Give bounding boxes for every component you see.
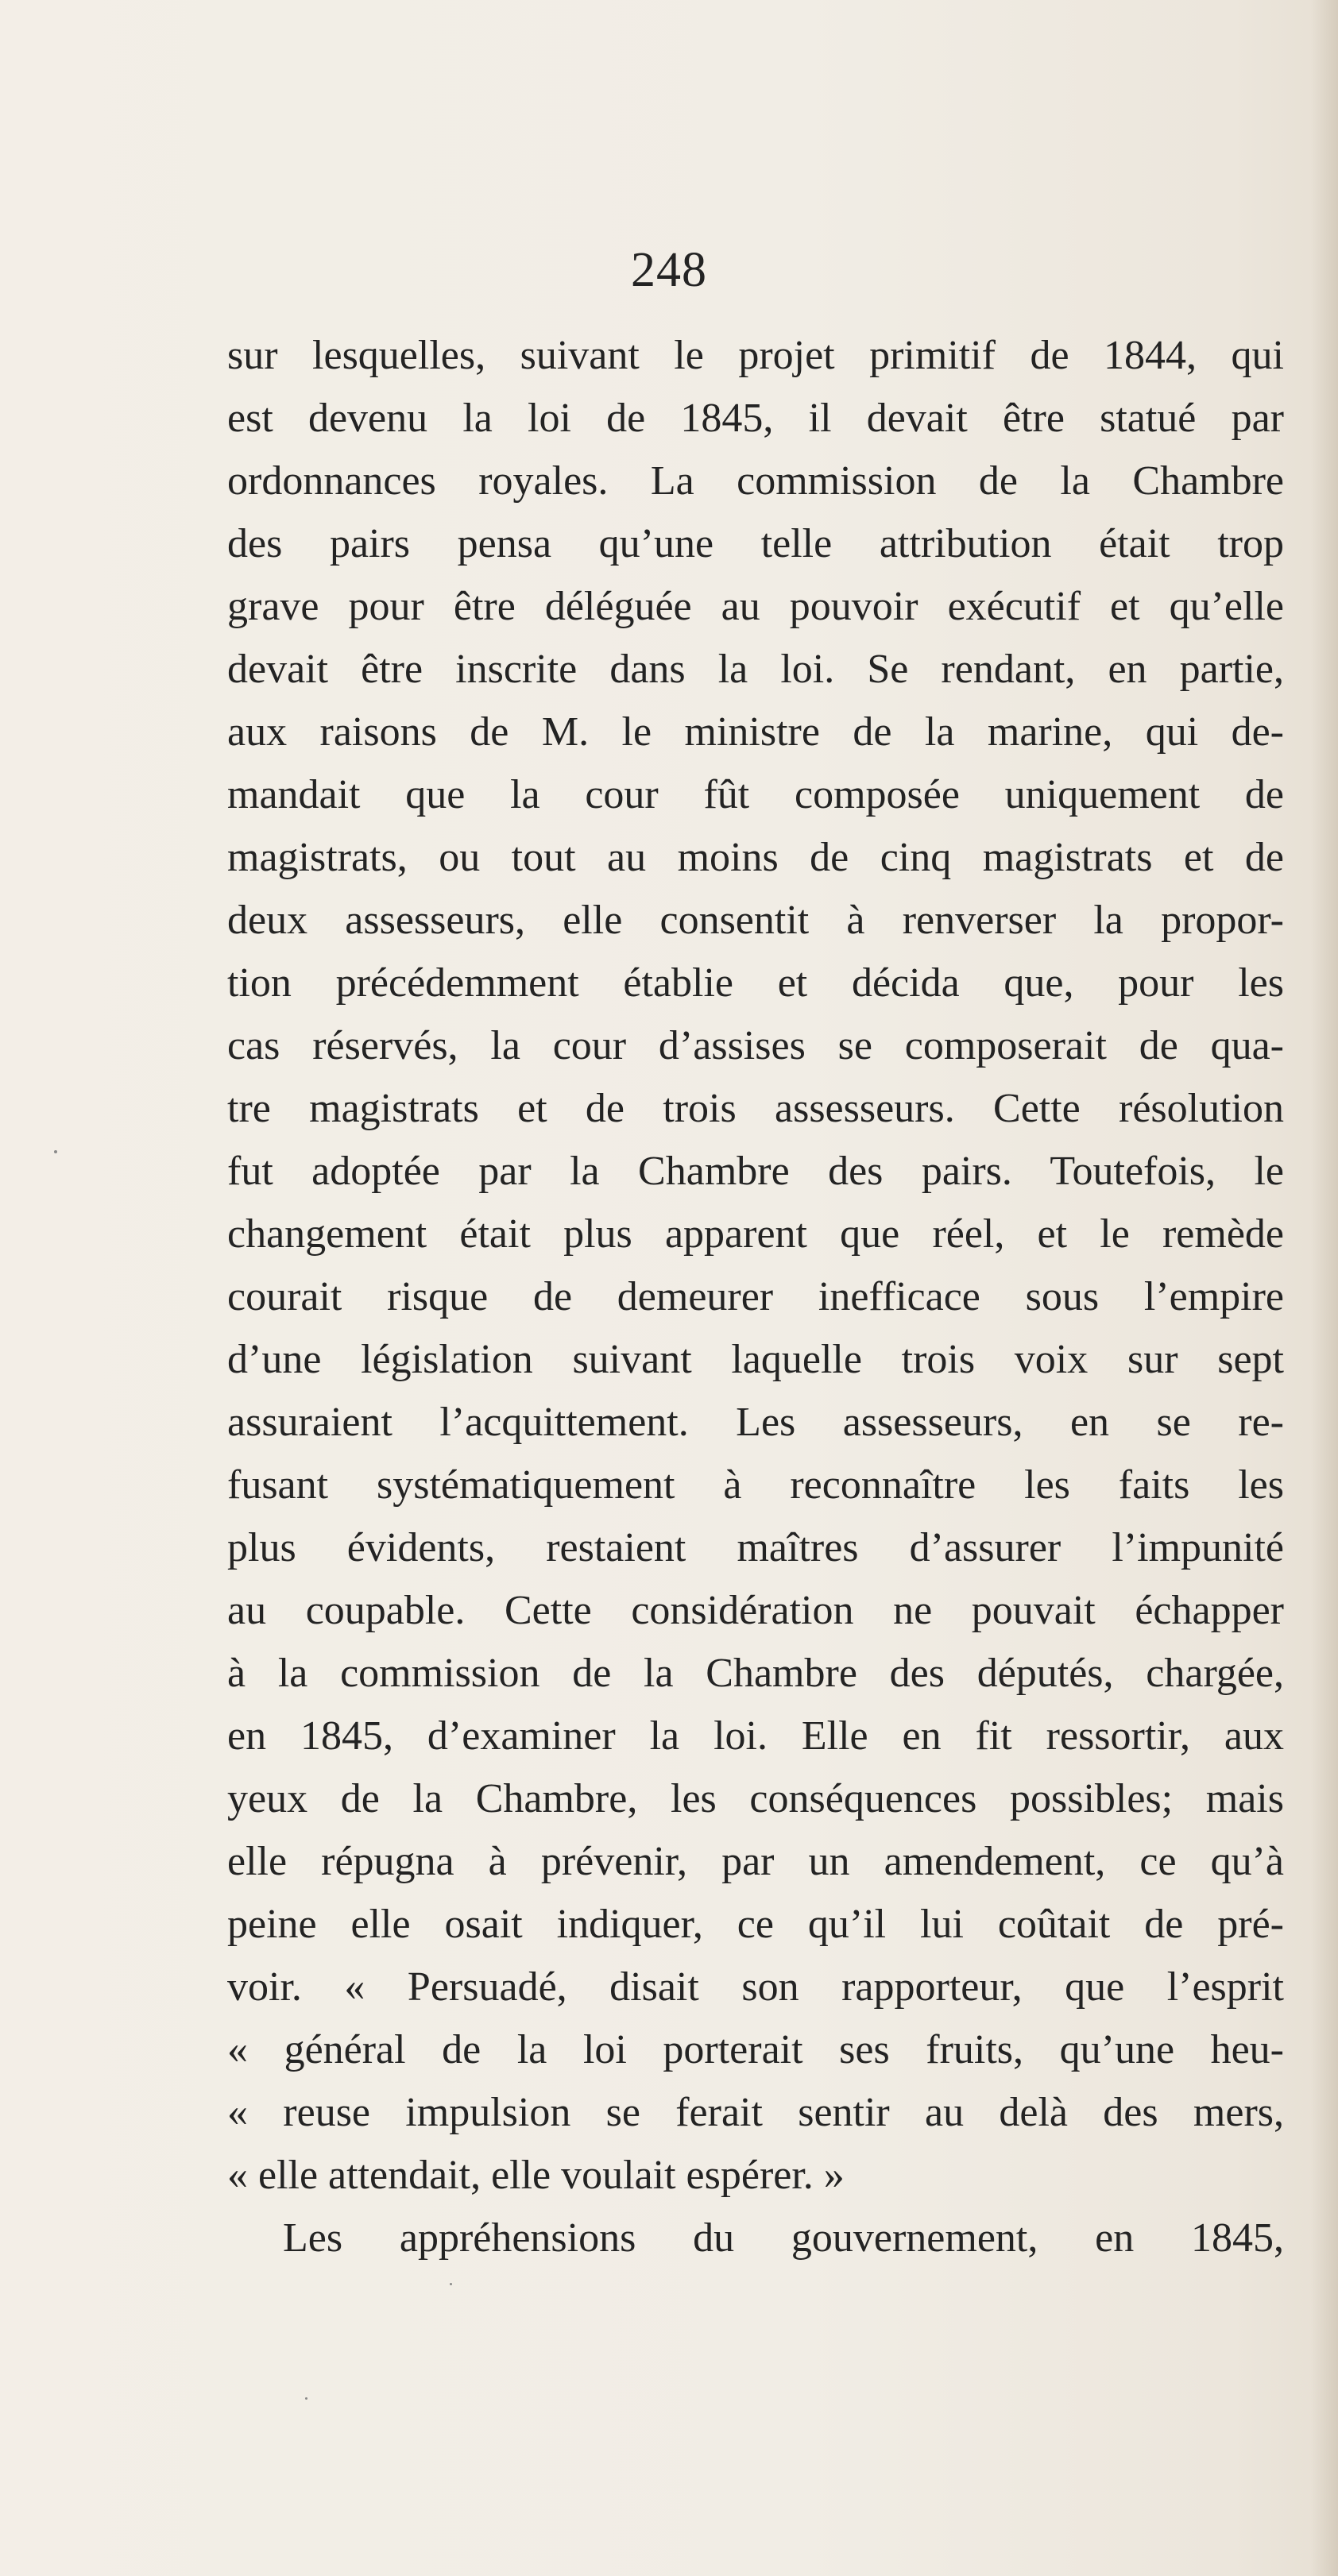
text-line: ordonnances royales. La commission de la Chambre — [227, 458, 1284, 504]
text-line: « reuse impulsion se ferait sentir au delà des mers, — [227, 2090, 1284, 2135]
text-line: en 1845, d’examiner la loi. Elle en fit ressortir, aux — [227, 1713, 1284, 1759]
paper-speck — [54, 1150, 57, 1153]
text-line: tion précédemment établie et décida que, pour les — [227, 960, 1284, 1006]
text-line: voir. « Persuadé, disait son rapporteur, que l’esprit — [227, 1964, 1284, 2010]
text-line: yeux de la Chambre, les conséquences possibles; mais — [227, 1776, 1284, 1821]
page-number: 248 — [631, 243, 707, 297]
body-text — [227, 324, 1284, 2269]
text-line: cas réservés, la cour d’assises se composerait de qua- — [227, 1023, 1284, 1068]
text-line: est devenu la loi de 1845, il devait être statué par — [227, 396, 1284, 441]
text-line: elle répugna à prévenir, par un amendement, ce qu’à — [227, 1839, 1284, 1884]
paper-speck — [450, 2283, 452, 2285]
text-line: courait risque de demeurer inefficace sous l’empire — [227, 1274, 1284, 1319]
paper-speck — [305, 2397, 307, 2400]
text-line: changement était plus apparent que réel, et le remède — [227, 1211, 1284, 1257]
text-line: « elle attendait, elle voulait espérer. » — [227, 2153, 845, 2198]
text-line: « général de la loi porterait ses fruits, qu’une heu- — [227, 2027, 1284, 2072]
text-line: assuraient l’acquittement. Les assesseurs, en se re- — [227, 1400, 1284, 1445]
page-edge-shadow — [1311, 0, 1338, 2576]
text-line: tre magistrats et de trois assesseurs. Cette résolution — [227, 1086, 1284, 1131]
text-line: plus évidents, restaient maîtres d’assurer l’impunité — [227, 1525, 1284, 1570]
text-line: à la commission de la Chambre des députés, chargée, — [227, 1651, 1284, 1696]
text-line: magistrats, ou tout au moins de cinq magistrats et de — [227, 835, 1284, 880]
text-line: peine elle osait indiquer, ce qu’il lui coûtait de pré- — [227, 1902, 1284, 1947]
text-line: fusant systématiquement à reconnaître les faits les — [227, 1462, 1284, 1508]
text-line: deux assesseurs, elle consentit à renverser la propor- — [227, 898, 1284, 943]
text-line: au coupable. Cette considération ne pouvait échapper — [227, 1588, 1284, 1633]
text-line: sur lesquelles, suivant le projet primitif de 1844, qui — [227, 333, 1284, 378]
text-line: devait être inscrite dans la loi. Se rendant, en partie, — [227, 647, 1284, 692]
text-line: grave pour être déléguée au pouvoir exécutif et qu’elle — [227, 584, 1284, 629]
text-line: d’une législation suivant laquelle trois voix sur sept — [227, 1337, 1284, 1382]
text-line: des pairs pensa qu’une telle attribution était trop — [227, 521, 1284, 566]
text-line: fut adoptée par la Chambre des pairs. Toutefois, le — [227, 1149, 1284, 1194]
text-line: mandait que la cour fût composée uniquement de — [227, 772, 1284, 817]
text-line: Les appréhensions du gouvernement, en 1845, — [283, 2215, 1284, 2261]
text-line: aux raisons de M. le ministre de la marine, qui de- — [227, 709, 1284, 755]
